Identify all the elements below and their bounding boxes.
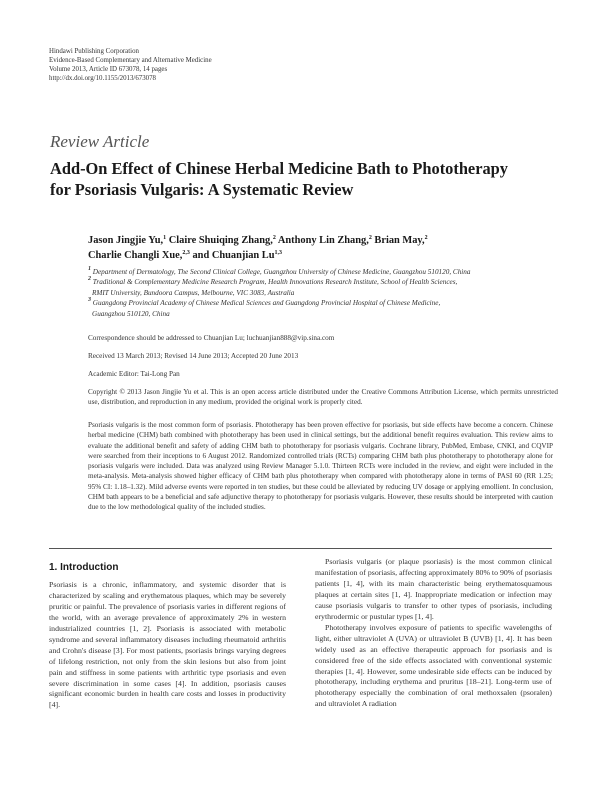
affiliations (88, 267, 558, 319)
volume-info: Volume 2013, Article ID 673078, 14 pages (49, 66, 168, 73)
author-affil: 2 (424, 235, 428, 241)
affiliation-3-cont: Guangzhou 510120, China (92, 309, 170, 318)
author-name: Charlie Changli Xue, (88, 250, 183, 261)
abstract: Psoriasis vulgaris is the most common form of psoriasis. Phototherapy has been proven effective for psoriasis, but side effects have become a concern. Chinese herbal medicine (CHM) bath combined with phototherapy has been used in clinical settings, but the additional benefit requires evaluation. This review aims to evaluate the additional benefit and safety of adding CHM bath to phototherapy for psoriasis vulgaris. Cochrane library, PubMed, Embase, CNKI, and CQVIP were searched from their inceptions to 6 August 2012. Randomized controlled trials (RCTs) comparing CHM bath plus phototherapy to phototherapy alone for psoriasis vulgaris were included. Data was analyzed using Review Manager 5.1.0. Thirteen RCTs were included in the review, and eight were included in the meta-analysis. Meta-analysis showed higher efficacy of CHM bath plus phototherapy when compared with phototherapy alone in terms of PASI 60 (RR 1.25; 95% CI: 1.18–1.32). Mild adverse events were reported in ten studies, but these could be alleviated by reducing UV dosage or applying emollient. In conclusion, CHM bath appears to be a beneficial and safe adjunctive therapy to phototherapy for psoriasis vulgaris. However, these results should be interpreted with caution due to the low methodological quality of the included studies. (88, 421, 553, 512)
left-column (49, 563, 286, 711)
author-line-2 (88, 248, 558, 263)
journal-name: Evidence-Based Complementary and Alternative Medicine (49, 57, 212, 64)
affiliation-2 (88, 277, 558, 287)
author-name: Claire Shuiqing Zhang, (166, 235, 273, 246)
intro-paragraph-3: Phototherapy involves exposure of patients to specific wavelengths of light, either ultraviolet A (UVA) or ultraviolet B (UVB) [1, 4]. It has been widely used as an effective therapeutic approach for psoriasis and is considered free of the side effects associated with conventional systemic therapies [1, 4]. However, some undesirable side effects can be induced by phototherapy, including erythema and pruritus [18–21]. Long-term use of phototherapy especially the combination of oral methoxsalen (psoralen) and ultraviolet A radiation (315, 622, 552, 709)
affiliation-1 (88, 267, 558, 277)
journal-header (49, 47, 212, 83)
author-name: Anthony Lin Zhang, (275, 235, 369, 246)
author-list (88, 233, 558, 263)
affiliation-2-cont: RMIT University, Bundoora Campus, Melbourne, VIC 3083, Australia (92, 288, 295, 297)
publisher: Hindawi Publishing Corporation (49, 48, 139, 55)
affil-number: 2 (88, 276, 91, 283)
section-divider (49, 548, 552, 549)
affil-number: 1 (88, 266, 91, 272)
author-name: and Chuanjian Lu (189, 250, 275, 261)
affil-text: Guangdong Provincial Academy of Chinese Medical Sciences and Guangdong Provincial Hospital of Chinese Medicine, (92, 299, 441, 308)
author-affil: 1 (163, 235, 167, 241)
author-affil: 2 (272, 235, 276, 241)
affil-number: 3 (88, 297, 91, 304)
author-affil: 2 (368, 235, 372, 241)
affil-text: Traditional & Complementary Medicine Research Program, Health Innovations Research Institute, School of Health Sciences, (92, 278, 458, 287)
copyright-notice: Copyright © 2013 Jason Jingjie Yu et al. This is an open access article distributed under the Creative Commons Attribution License, which permits unrestricted use, distribution, and reproduction in any medium, provided the original work is properly cited. (88, 388, 558, 406)
author-name: Brian May, (371, 235, 425, 246)
intro-paragraph-2: Psoriasis vulgaris (or plaque psoriasis) is the most common clinical manifestation of psoriasis, affecting approximately 80% to 90% of psoriasis patients [1, 4], with its main characteristic being erythematosquamous plaques at certain sites [1, 4]. Inappropriate medication or infection may cause psoriasis vulgaris to transfer to other types of psoriasis, including erythrodermic or pustular types [1, 4]. (315, 557, 552, 621)
intro-paragraph-1: Psoriasis is a chronic, inflammatory, and systemic disorder that is characterized by scaling and erythematous plaques, which may be severely pruritic or painful. The prevalence of psoriasis varies in different regions of the world, with an average prevalence of approximately 2% in western industrialized countries [1, 2]. Psoriasis is associated with metabolic syndrome and several inflammatory diseases including rheumatoid arthritis and Crohn's disease [3]. For most patients, psoriasis brings varying degrees of lifelong restriction, not only from the skin lesions but also from joint pain and stiffness in some patients with arthritic type psoriasis and even severe discrimination in some cases [4]. In addition, psoriasis causes significant economic burden in health care costs and losses in productivity [4]. (49, 579, 286, 710)
author-affil: 2,3 (182, 250, 190, 256)
affil-text: Department of Dermatology, The Second Clinical College, Guangzhou University of Chinese Medicine, Guangzhou 510120, China (92, 268, 471, 276)
affiliation-3 (88, 298, 558, 308)
author-line-1 (88, 233, 558, 248)
correspondence: Correspondence should be addressed to Chuanjian Lu; luchuanjian888@vip.sina.com (88, 334, 335, 342)
section-heading: 1. Introduction (49, 562, 119, 573)
article-type: Review Article (50, 132, 150, 151)
history-dates: Received 13 March 2013; Revised 14 June 2013; Accepted 20 June 2013 (88, 352, 299, 360)
doi-link[interactable]: http://dx.doi.org/10.1155/2013/673078 (49, 75, 156, 82)
academic-editor: Academic Editor: Tai-Long Pan (88, 370, 180, 378)
title-line-1: Add-On Effect of Chinese Herbal Medicine Bath to Phototherapy (50, 159, 508, 178)
article-title (50, 158, 570, 200)
title-line-2: for Psoriasis Vulgaris: A Systematic Review (50, 180, 354, 199)
right-column (315, 557, 552, 710)
author-name: Jason Jingjie Yu, (88, 235, 164, 246)
author-affil: 1,3 (274, 250, 283, 256)
